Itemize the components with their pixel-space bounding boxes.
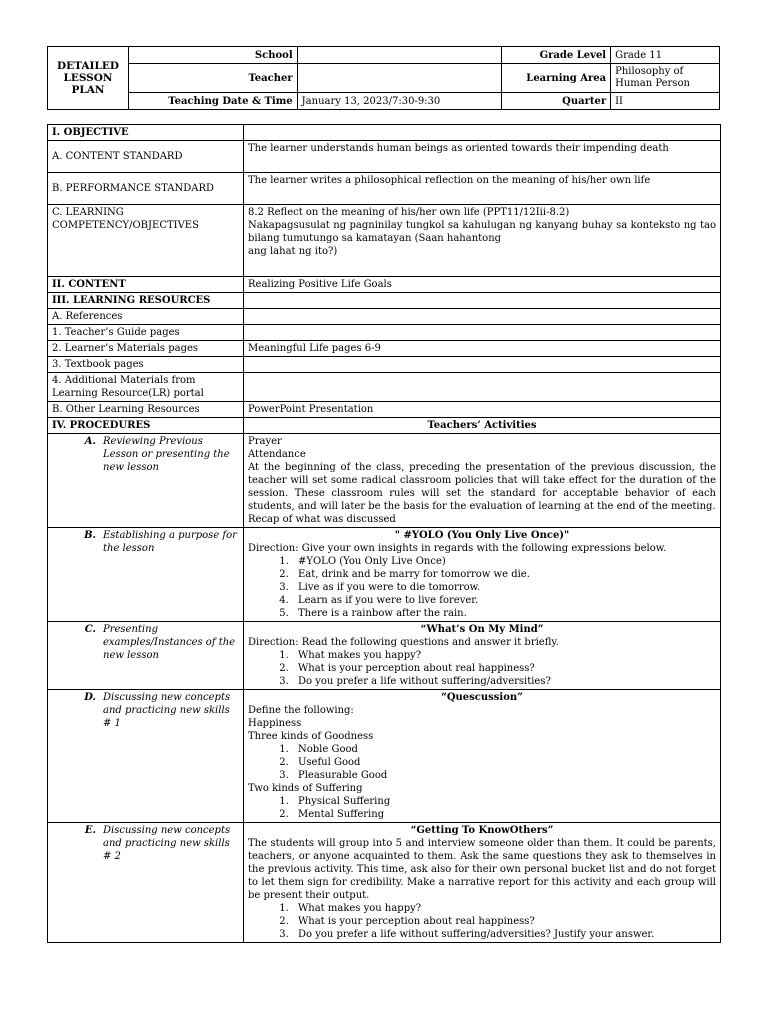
suffering-text: Two kinds of Suffering: [248, 783, 363, 794]
procedure-e-content: [244, 823, 721, 943]
grade-level-value: Grade 11: [611, 47, 720, 64]
school-value: [297, 47, 502, 64]
procedure-b-direction: Direction: Give your own insights in regards with the following expressions below.: [248, 543, 667, 554]
procedures-heading: IV. PROCEDURES: [48, 418, 244, 434]
happiness-text: Happiness: [248, 718, 302, 729]
procedure-b-label: B. Establishing a purpose for the lesson: [48, 528, 244, 622]
competency-value: [244, 205, 721, 277]
grade-level-label: Grade Level: [502, 47, 611, 64]
define-text: Define the following:: [248, 705, 354, 716]
list-item: 3. Pleasurable Good: [292, 769, 716, 782]
list-item: 2. Eat, drink and be marry for tomorrow we die.: [292, 568, 716, 581]
list-item: 4. Learn as if you were to live forever.: [292, 594, 716, 607]
procedure-d-title: “Quescussion”: [441, 692, 523, 703]
list-item: 1. #YOLO (You Only Live Once): [292, 555, 716, 568]
teachers-guide-value: [244, 325, 721, 341]
list-item: 5. There is a rainbow after the rain.: [292, 607, 716, 620]
procedure-d-label: D. Discussing new concepts and practicing new skills # 1: [48, 690, 244, 823]
competency-line-3: ang lahat ng ito?): [248, 246, 338, 257]
procedure-a-label: A. Reviewing Previous Lesson or presenting the new lesson: [48, 434, 244, 528]
activities-heading: Teachers’ Activities: [244, 418, 721, 434]
procedure-a-content: [244, 434, 721, 528]
learning-area-value: Philosophy of Human Person: [611, 64, 720, 93]
header-table: [47, 46, 720, 110]
procedure-c-content: [244, 622, 721, 690]
performance-standard-label: B. PERFORMANCE STANDARD: [48, 173, 244, 205]
procedure-c-list: [248, 649, 716, 688]
attendance-text: Attendance: [248, 449, 306, 460]
recap-text: Recap of what was discussed: [248, 514, 396, 525]
additional-materials-label: 4. Additional Materials from Learning Resource(LR) portal: [48, 373, 244, 402]
list-item: 1. What makes you happy?: [292, 902, 716, 915]
performance-standard-value: The learner writes a philosophical reflection on the meaning of his/her own life: [244, 173, 721, 205]
procedure-a-paragraph: At the beginning of the class, preceding the presentation of the previous discussion, the teacher will set some radical classroom policies that will take effect for the duration of the session. These classroom rules will set the standard for acceptable behavior of each students, and will later be the basis for the evaluation of learning at the end of the meeting.: [248, 462, 716, 512]
procedure-c-title: “What’s On My Mind”: [420, 624, 544, 635]
procedure-d-content: [244, 690, 721, 823]
list-item: 2. Mental Suffering: [292, 808, 716, 821]
quarter-label: Quarter: [502, 93, 611, 110]
other-resources-label: B. Other Learning Resources: [48, 402, 244, 418]
additional-materials-value: [244, 373, 721, 402]
list-item: 1. Noble Good: [292, 743, 716, 756]
resources-heading: III. LEARNING RESOURCES: [48, 293, 244, 309]
teaching-date-value: January 13, 2023/7:30-9:30: [297, 93, 502, 110]
procedure-b-title: " #YOLO (You Only Live Once)": [394, 530, 570, 541]
procedure-e-paragraph: The students will group into 5 and interview someone older than them. It could be parents, teachers, or anyone acquainted to them. Ask the same questions they ask to themselves in the previous activity. This time, ask also for their own personal bucket list and do not forget to let them sign for credibility. Make a narrative report for this activity and each group will be present their output.: [248, 838, 716, 901]
school-label: School: [128, 47, 297, 64]
teaching-date-label: Teaching Date & Time: [128, 93, 297, 110]
learning-area-label: Learning Area: [502, 64, 611, 93]
goodness-text: Three kinds of Goodness: [248, 731, 374, 742]
textbook-label: 3. Textbook pages: [48, 357, 244, 373]
list-item: 2. What is your perception about real happiness?: [292, 915, 716, 928]
competency-line-1: 8.2 Reflect on the meaning of his/her own life (PPT11/12Iii-8.2): [248, 207, 570, 218]
teachers-guide-label: 1. Teacher’s Guide pages: [48, 325, 244, 341]
other-resources-value: PowerPoint Presentation: [244, 402, 721, 418]
teacher-label: Teacher: [128, 64, 297, 93]
list-item: 1. Physical Suffering: [292, 795, 716, 808]
prayer-text: Prayer: [248, 436, 282, 447]
learners-materials-value: Meaningful Life pages 6-9: [244, 341, 721, 357]
lesson-plan-table: [47, 124, 721, 943]
plan-title: DETAILED LESSON PLAN: [48, 47, 129, 110]
learners-materials-label: 2. Learner’s Materials pages: [48, 341, 244, 357]
content-standard-value: The learner understands human beings as oriented towards their impending death: [244, 141, 721, 173]
competency-label: C. LEARNING COMPETENCY/OBJECTIVES: [48, 205, 244, 277]
quarter-value: II: [611, 93, 720, 110]
procedure-c-direction: Direction: Read the following questions and answer it briefly.: [248, 637, 559, 648]
procedure-e-title: “Getting To KnowOthers”: [410, 825, 554, 836]
list-item: 3. Do you prefer a life without suffering/adversities? Justify your answer.: [292, 928, 716, 941]
procedure-c-label: C. Presenting examples/Instances of the new lesson: [48, 622, 244, 690]
goodness-list: [248, 743, 716, 782]
procedure-e-list: [248, 902, 716, 941]
list-item: 2. What is your perception about real happiness?: [292, 662, 716, 675]
suffering-list: [248, 795, 716, 821]
textbook-value: [244, 357, 721, 373]
competency-line-2: Nakapagsusulat ng pagninilay tungkol sa kahulugan ng kanyang buhay sa konteksto ng tao bilang tumutungo sa kamatayan (Saan hahantong: [248, 220, 716, 244]
references-label: A. References: [48, 309, 244, 325]
list-item: 3. Live as if you were to die tomorrow.: [292, 581, 716, 594]
objective-heading: I. OBJECTIVE: [48, 125, 244, 141]
list-item: 2. Useful Good: [292, 756, 716, 769]
procedure-b-list: [248, 555, 716, 620]
list-item: 1. What makes you happy?: [292, 649, 716, 662]
content-heading: II. CONTENT: [48, 277, 244, 293]
content-standard-label: A. CONTENT STANDARD: [48, 141, 244, 173]
procedure-e-label: E. Discussing new concepts and practicing new skills # 2: [48, 823, 244, 943]
list-item: 3. Do you prefer a life without suffering/adversities?: [292, 675, 716, 688]
teacher-value: [297, 64, 502, 93]
content-value: Realizing Positive Life Goals: [244, 277, 721, 293]
procedure-b-content: [244, 528, 721, 622]
